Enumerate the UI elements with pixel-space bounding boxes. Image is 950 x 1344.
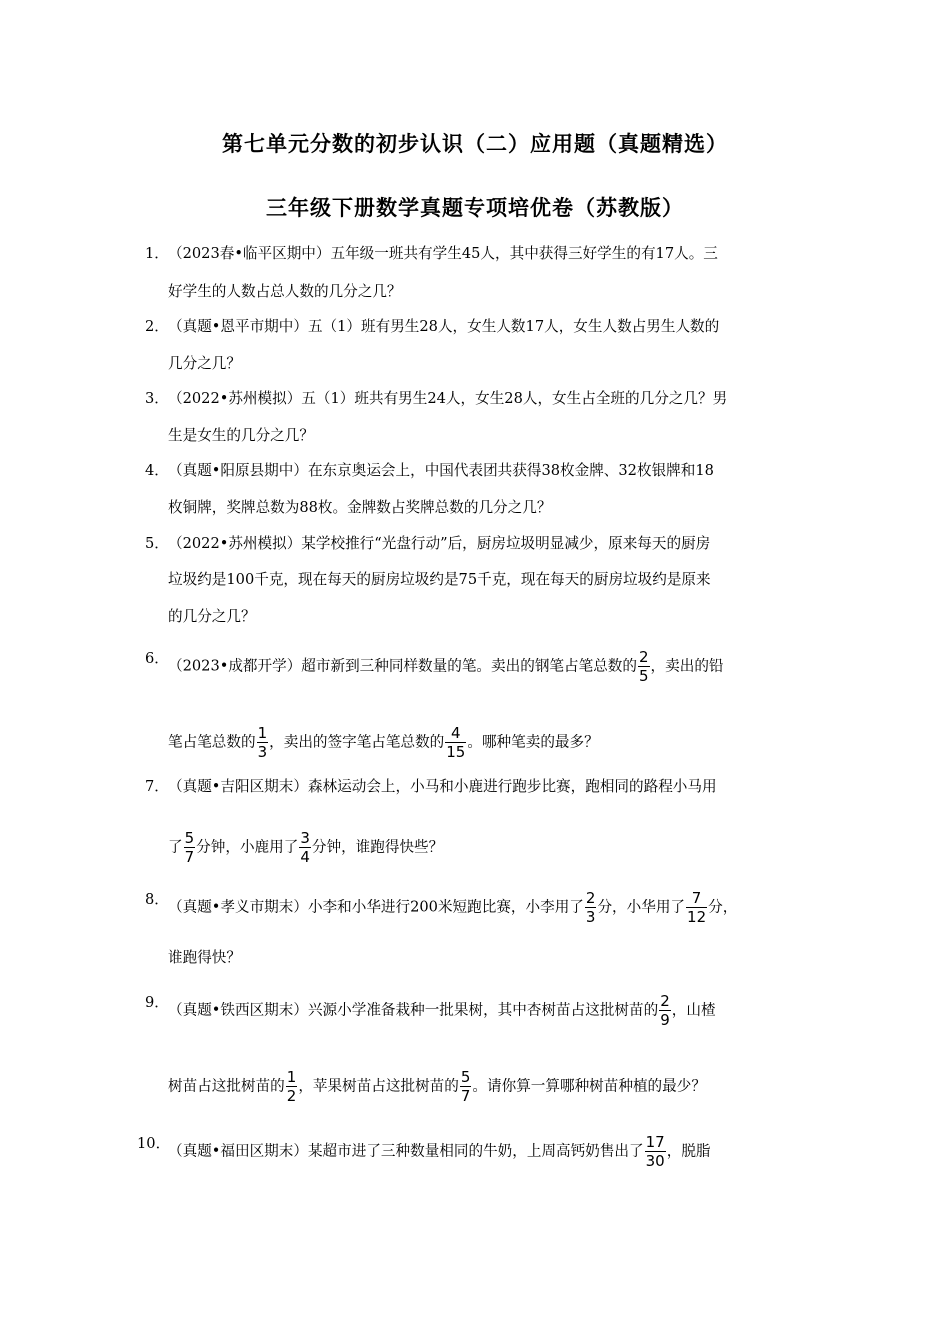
fraction — [299, 829, 311, 866]
problem-text: （真题•福田区期末）某超市进了三种数量相同的牛奶，上周高钙奶售出了 — [168, 1142, 644, 1160]
denominator: 3 — [257, 743, 268, 761]
problem-number: 9． — [145, 994, 169, 1011]
problem-4-line-2: 枚铜牌，奖牌总数为88枚。金牌数占奖牌总数的几分之几？ — [168, 499, 552, 516]
problem-text: ，卖出的签字笔占笔总数的 — [269, 733, 445, 751]
problem-5-line-3: 的几分之几？ — [168, 608, 256, 625]
problem-text: （2023春•临平区期中）五年级一班共有学生45人，其中获得三好学生的有17人。三 — [168, 245, 718, 262]
fraction — [645, 1133, 666, 1170]
denominator: 30 — [645, 1152, 665, 1170]
problem-text: 笔占笔总数的 — [168, 733, 256, 751]
problem-text: 分钟，小鹿用了 — [196, 838, 299, 856]
denominator: 5 — [638, 667, 649, 685]
problem-number: 5． — [145, 535, 169, 552]
fraction — [184, 829, 196, 866]
numerator: 17 — [645, 1133, 665, 1151]
problem-number: 6． — [145, 650, 169, 667]
problem-number: 1． — [145, 245, 169, 262]
problem-8-line-2: 谁跑得快？ — [168, 949, 241, 966]
problem-text: 分，小华用了 — [597, 898, 686, 916]
problem-text: 了 — [168, 838, 183, 856]
problem-text: （真题•吉阳区期末）森林运动会上，小马和小鹿进行跑步比赛，跑相同的路程小马用 — [168, 778, 717, 795]
problem-number: 10． — [137, 1135, 171, 1152]
problem-text: 分钟，谁跑得快些？ — [311, 838, 444, 856]
problem-3-line-1 — [145, 388, 818, 410]
problem-1-line-2: 好学生的人数占总人数的几分之几？ — [168, 283, 402, 300]
problem-1-line-1 — [145, 243, 818, 265]
problem-10-line-1 — [137, 1133, 818, 1170]
denominator: 12 — [687, 908, 707, 926]
problem-text: （真题•铁西区期末）兴源小学准备栽种一批果树，其中杏树苗占这批树苗的 — [168, 1001, 659, 1019]
denominator: 3 — [585, 908, 596, 926]
denominator: 2 — [286, 1087, 297, 1105]
problem-6-line-1 — [145, 648, 818, 685]
numerator: 7 — [686, 889, 707, 908]
numerator: 5 — [460, 1068, 471, 1086]
problem-text: （真题•恩平市期中）五（1）班有男生28人，女生人数17人，女生人数占男生人数的 — [168, 318, 720, 335]
page-title: 第七单元分数的初步认识（二）应用题（真题精选） — [222, 132, 728, 156]
fraction — [659, 992, 671, 1029]
problem-text: 树苗占这批树苗的 — [168, 1077, 285, 1095]
problem-3-line-2: 生是女生的几分之几？ — [168, 427, 314, 444]
numerator: 1 — [257, 724, 268, 742]
numerator: 2 — [585, 889, 596, 907]
denominator: 15 — [446, 743, 466, 761]
fraction — [460, 1068, 472, 1105]
denominator: 4 — [300, 848, 310, 866]
numerator: 5 — [184, 829, 195, 847]
fraction — [638, 648, 650, 685]
problem-7-line-1 — [145, 776, 818, 798]
problem-text: 。哪种笔卖的最多？ — [467, 733, 599, 751]
problem-text: （2022•苏州模拟）某学校推行“光盘行动”后，厨房垃圾明显减少，原来每天的厨房 — [168, 535, 711, 552]
fraction — [286, 1068, 298, 1105]
problem-number: 7． — [145, 778, 169, 795]
problem-text: （2023•成都开学）超市新到三种同样数量的笔。卖出的钢笔占笔总数的 — [168, 657, 637, 675]
problem-2-line-1 — [145, 316, 818, 338]
numerator: 1 — [286, 1068, 297, 1086]
fraction — [445, 724, 466, 761]
problem-text: （2022•苏州模拟）五（1）班共有男生24人，女生28人，女生占全班的几分之几？男 — [168, 390, 728, 407]
problem-text: （真题•孝义市期末）小李和小华进行200米短跑比赛，小李用了 — [168, 898, 584, 916]
page-subtitle: 三年级下册数学真题专项培优卷（苏教版） — [266, 196, 684, 220]
problem-9-line-2 — [168, 1068, 818, 1105]
fraction — [257, 724, 269, 761]
problem-number: 2． — [145, 318, 169, 335]
problem-7-line-2 — [168, 829, 818, 866]
problem-number: 8． — [145, 891, 169, 908]
problem-8-line-1 — [145, 889, 818, 926]
denominator: 7 — [184, 848, 195, 866]
problem-5-line-2: 垃圾约是100千克，现在每天的厨房垃圾约是75千克，现在每天的厨房垃圾约是原来 — [168, 571, 711, 588]
problem-2-line-2: 几分之几？ — [168, 355, 241, 372]
denominator: 7 — [460, 1087, 471, 1105]
problem-number: 4． — [145, 462, 169, 479]
problem-6-line-2 — [168, 724, 818, 761]
numerator: 2 — [638, 648, 649, 666]
denominator: 9 — [660, 1011, 670, 1029]
numerator: 2 — [660, 992, 670, 1010]
problem-5-line-1 — [145, 533, 818, 555]
problem-text: 分， — [708, 898, 738, 916]
problem-text: ，苹果树苗占这批树苗的 — [298, 1077, 459, 1095]
problem-text: 。请你算一算哪种树苗种植的最少？ — [472, 1077, 706, 1095]
fraction — [585, 889, 597, 926]
problem-text: ，脱脂 — [666, 1142, 711, 1160]
problem-text: （真题•阳原县期中）在东京奥运会上，中国代表团共获得38枚金牌、32枚银牌和18 — [168, 462, 714, 479]
problem-number: 3． — [145, 390, 169, 407]
problem-text: ，山楂 — [671, 1001, 716, 1019]
problem-4-line-1 — [145, 460, 818, 482]
numerator: 3 — [300, 829, 310, 847]
numerator: 4 — [445, 724, 466, 743]
problem-9-line-1 — [145, 992, 818, 1029]
problem-text: ，卖出的铅 — [650, 657, 724, 675]
fraction — [686, 889, 707, 926]
